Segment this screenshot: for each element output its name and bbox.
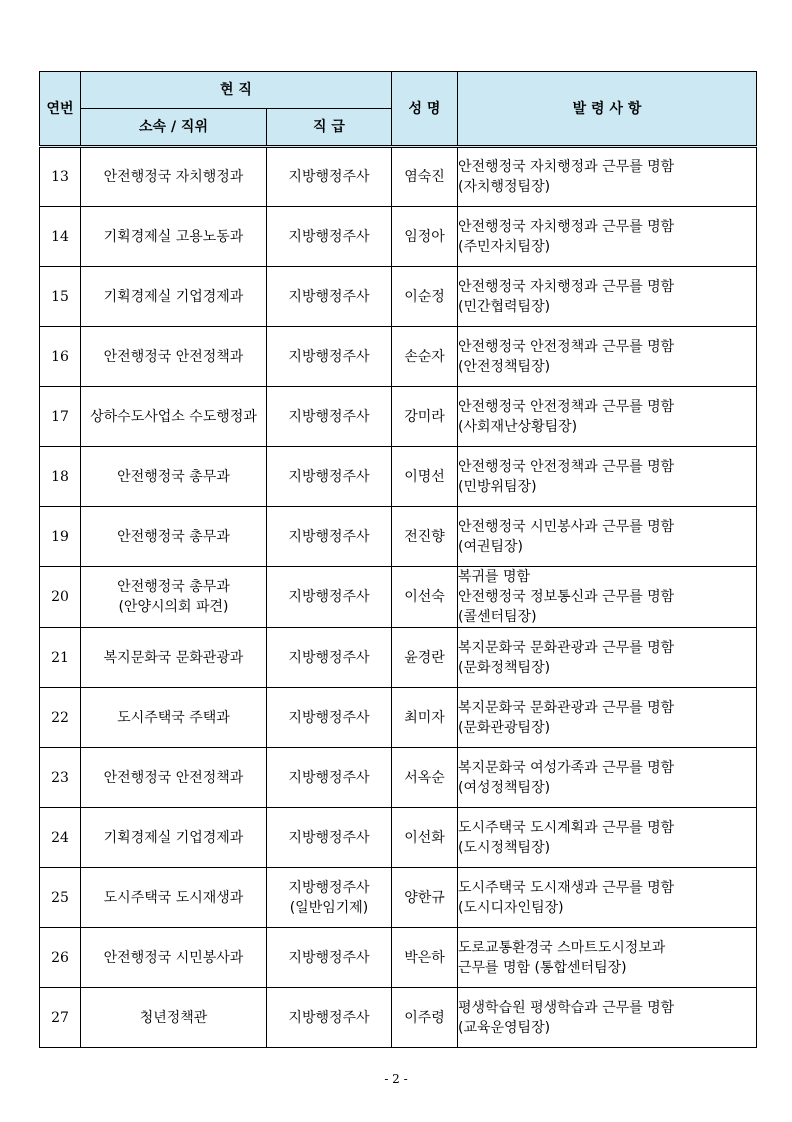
row-grade-line: 지방행정주사 xyxy=(288,169,370,185)
row-appointment-line: 도시주택국 도시계획과 근무를 명함 xyxy=(458,819,675,836)
row-appointment-line: 안전행정국 자치행정과 근무를 명함 xyxy=(458,218,675,235)
row-affiliation xyxy=(81,628,267,688)
row-no: 16 xyxy=(40,327,81,387)
row-no: 26 xyxy=(40,928,81,988)
table-row xyxy=(40,988,757,1048)
table-row xyxy=(40,928,757,988)
row-name: 강미라 xyxy=(392,387,458,447)
header-appointment: 발 령 사 항 xyxy=(458,72,757,147)
row-name: 염숙진 xyxy=(392,147,458,207)
row-appointment-line: (민방위팀장) xyxy=(458,478,537,495)
row-affiliation xyxy=(81,748,267,808)
row-grade xyxy=(267,267,392,327)
header-name: 성 명 xyxy=(392,72,458,147)
row-no: 20 xyxy=(40,567,81,628)
row-appointment xyxy=(458,387,757,447)
row-affiliation xyxy=(81,267,267,327)
row-appointment xyxy=(458,688,757,748)
row-appointment-line: 복지문화국 문화관광과 근무를 명함 xyxy=(458,699,675,716)
row-appointment-line: 안전행정국 안전정책과 근무를 명함 xyxy=(458,338,675,355)
row-appointment-line: 근무를 명함 (통합센터팀장) xyxy=(458,959,627,976)
table-body xyxy=(40,147,757,1048)
row-grade-line: 지방행정주사 xyxy=(288,879,370,896)
row-grade xyxy=(267,928,392,988)
row-appointment xyxy=(458,567,757,628)
row-no: 14 xyxy=(40,207,81,267)
row-grade-line: 지방행정주사 xyxy=(288,589,370,605)
row-grade xyxy=(267,327,392,387)
row-appointment-line: (안전정책팀장) xyxy=(458,358,551,375)
header-current-position: 현 직 xyxy=(81,72,392,109)
row-appointment xyxy=(458,147,757,207)
row-appointment-line: 안전행정국 정보통신과 근무를 명함 xyxy=(458,589,675,605)
row-appointment-line: (문화관광팀장) xyxy=(458,719,551,736)
row-appointment-line: 복지문화국 문화관광과 근무를 명함 xyxy=(458,639,675,656)
row-appointment xyxy=(458,507,757,567)
header-grade: 직 급 xyxy=(267,109,392,147)
row-name: 이순정 xyxy=(392,267,458,327)
row-affiliation-line: 청년정책관 xyxy=(139,1009,208,1026)
row-grade-line: 지방행정주사 xyxy=(288,769,370,786)
row-no: 21 xyxy=(40,628,81,688)
row-affiliation-line: 안전행정국 안전정책과 xyxy=(103,348,244,365)
row-affiliation xyxy=(81,507,267,567)
row-affiliation-line: 안전행정국 총무과 xyxy=(117,579,230,595)
table-row xyxy=(40,267,757,327)
row-appointment xyxy=(458,988,757,1048)
row-no: 13 xyxy=(40,147,81,207)
row-no: 22 xyxy=(40,688,81,748)
row-appointment-line: (콜센터팀장) xyxy=(458,609,537,625)
row-appointment-line: (자치행정팀장) xyxy=(458,179,551,195)
row-appointment xyxy=(458,928,757,988)
row-grade xyxy=(267,748,392,808)
row-affiliation xyxy=(81,327,267,387)
row-affiliation-line: 상하수도사업소 수도행정과 xyxy=(90,408,257,425)
row-grade-line: 지방행정주사 xyxy=(288,468,370,485)
table-row xyxy=(40,628,757,688)
row-grade xyxy=(267,447,392,507)
row-appointment-line: (여성정책팀장) xyxy=(458,779,551,796)
row-no: 24 xyxy=(40,808,81,868)
row-no: 15 xyxy=(40,267,81,327)
row-grade-line: 지방행정주사 xyxy=(288,228,370,245)
row-name: 박은하 xyxy=(392,928,458,988)
row-affiliation-line: 안전행정국 안전정책과 xyxy=(103,769,244,786)
table-row xyxy=(40,688,757,748)
row-name: 전진향 xyxy=(392,507,458,567)
row-affiliation xyxy=(81,988,267,1048)
row-grade xyxy=(267,688,392,748)
page-number: - 2 - xyxy=(384,1072,408,1086)
appointment-table xyxy=(39,71,757,1048)
row-grade-line: 지방행정주사 xyxy=(288,288,370,305)
row-appointment-line: (도시정책팀장) xyxy=(458,839,551,856)
row-appointment-line: (도시디자인팀장) xyxy=(458,899,564,916)
row-appointment-line: 안전행정국 안전정책과 근무를 명함 xyxy=(458,398,675,415)
row-appointment-line: 복귀를 명함 xyxy=(458,569,531,585)
row-appointment-line: (사회재난상황팀장) xyxy=(458,418,578,435)
row-affiliation-line: 안전행정국 총무과 xyxy=(117,528,230,545)
row-affiliation xyxy=(81,808,267,868)
row-affiliation xyxy=(81,868,267,928)
row-appointment xyxy=(458,267,757,327)
row-affiliation-line: 안전행정국 총무과 xyxy=(117,468,230,485)
row-grade-line: 지방행정주사 xyxy=(288,408,370,425)
row-grade xyxy=(267,387,392,447)
row-affiliation-line: 안전행정국 시민봉사과 xyxy=(103,949,244,966)
row-grade xyxy=(267,147,392,207)
row-grade-line: 지방행정주사 xyxy=(288,348,370,365)
row-affiliation-line: 기획경제실 고용노동과 xyxy=(103,228,244,245)
row-grade-line: 지방행정주사 xyxy=(288,528,370,545)
row-affiliation-line: 기획경제실 기업경제과 xyxy=(103,288,244,305)
row-grade xyxy=(267,628,392,688)
row-grade xyxy=(267,207,392,267)
row-grade-line: 지방행정주사 xyxy=(288,709,370,726)
row-name: 이주령 xyxy=(392,988,458,1048)
row-no: 17 xyxy=(40,387,81,447)
row-grade-line: 지방행정주사 xyxy=(288,1009,370,1026)
row-appointment xyxy=(458,207,757,267)
table-header xyxy=(40,72,757,147)
row-grade-line: 지방행정주사 xyxy=(288,949,370,966)
row-name: 윤경란 xyxy=(392,628,458,688)
table-row xyxy=(40,507,757,567)
row-appointment xyxy=(458,628,757,688)
row-affiliation xyxy=(81,567,267,628)
table-row xyxy=(40,808,757,868)
row-appointment xyxy=(458,748,757,808)
row-appointment-line: 도시주택국 도시재생과 근무를 명함 xyxy=(458,879,675,896)
row-appointment-line: (교육운영팀장) xyxy=(458,1019,551,1036)
row-name: 임정아 xyxy=(392,207,458,267)
row-grade-line: (일반임기제) xyxy=(289,899,369,916)
row-affiliation xyxy=(81,688,267,748)
row-name: 손순자 xyxy=(392,327,458,387)
row-grade-line: 지방행정주사 xyxy=(288,829,370,846)
row-affiliation xyxy=(81,928,267,988)
row-appointment-line: 안전행정국 자치행정과 근무를 명함 xyxy=(458,278,675,295)
row-appointment xyxy=(458,327,757,387)
row-name: 서옥순 xyxy=(392,748,458,808)
row-no: 25 xyxy=(40,868,81,928)
row-appointment xyxy=(458,868,757,928)
row-affiliation-line: 기획경제실 기업경제과 xyxy=(103,829,244,846)
row-appointment-line: 안전행정국 자치행정과 근무를 명함 xyxy=(458,159,675,175)
table-row xyxy=(40,147,757,207)
table-row xyxy=(40,447,757,507)
row-appointment-line: 복지문화국 여성가족과 근무를 명함 xyxy=(458,759,675,776)
row-no: 19 xyxy=(40,507,81,567)
row-affiliation xyxy=(81,147,267,207)
row-name: 이명선 xyxy=(392,447,458,507)
table-row xyxy=(40,567,757,628)
row-appointment-line: (주민자치팀장) xyxy=(458,238,551,255)
row-grade xyxy=(267,808,392,868)
row-affiliation xyxy=(81,207,267,267)
row-affiliation-line: 복지문화국 문화관광과 xyxy=(103,649,244,666)
row-appointment xyxy=(458,808,757,868)
row-appointment-line: (여권팀장) xyxy=(458,538,524,555)
row-affiliation xyxy=(81,447,267,507)
row-name: 최미자 xyxy=(392,688,458,748)
table-row xyxy=(40,748,757,808)
header-affiliation: 소속 / 직위 xyxy=(81,109,267,147)
row-grade-line: 지방행정주사 xyxy=(288,649,370,666)
row-affiliation xyxy=(81,387,267,447)
row-grade xyxy=(267,507,392,567)
row-appointment-line: (민간협력팀장) xyxy=(458,298,551,315)
table-row xyxy=(40,387,757,447)
row-no: 18 xyxy=(40,447,81,507)
row-no: 23 xyxy=(40,748,81,808)
row-affiliation-line: (안양시의회 파견) xyxy=(118,599,229,615)
row-appointment-line: 안전행정국 안전정책과 근무를 명함 xyxy=(458,458,675,475)
row-appointment-line: 도로교통환경국 스마트도시정보과 xyxy=(458,939,666,956)
table-row xyxy=(40,327,757,387)
row-grade xyxy=(267,567,392,628)
row-name: 이선화 xyxy=(392,808,458,868)
row-affiliation-line: 도시주택국 주택과 xyxy=(117,709,230,726)
row-grade xyxy=(267,868,392,928)
row-appointment xyxy=(458,447,757,507)
row-appointment-line: (문화정책팀장) xyxy=(458,659,551,676)
row-name: 이선숙 xyxy=(392,567,458,628)
row-affiliation-line: 도시주택국 도시재생과 xyxy=(103,889,244,906)
table-row xyxy=(40,207,757,267)
header-no: 연번 xyxy=(40,72,81,147)
row-no: 27 xyxy=(40,988,81,1048)
row-appointment-line: 평생학습원 평생학습과 근무를 명함 xyxy=(458,999,675,1016)
row-name: 양한규 xyxy=(392,868,458,928)
row-appointment-line: 안전행정국 시민봉사과 근무를 명함 xyxy=(458,518,675,535)
row-affiliation-line: 안전행정국 자치행정과 xyxy=(103,169,244,185)
row-grade xyxy=(267,988,392,1048)
table-row xyxy=(40,868,757,928)
